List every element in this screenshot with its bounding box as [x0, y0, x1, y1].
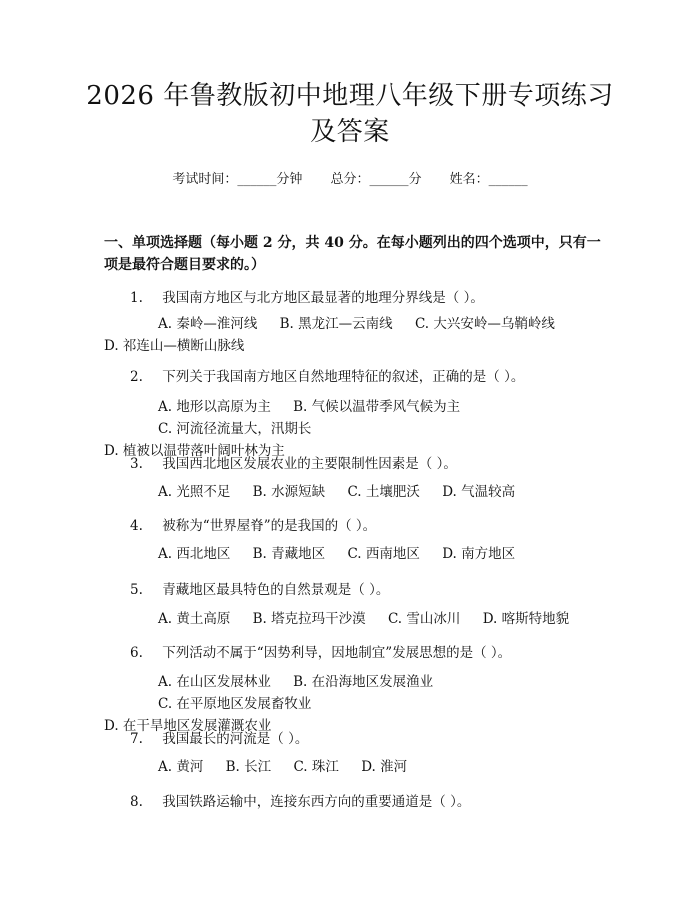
total-score-label: 总分：______分 — [330, 172, 422, 187]
question-text: 被称为“世界屋脊”的是我国的（ ）。 — [162, 518, 377, 534]
section-heading: 一、单项选择题（每小题 2 分，共 40 分。在每小题列出的四个选项中，只有一项是最符合题目要求的。） — [104, 235, 601, 273]
page-title — [0, 78, 700, 150]
question-text: 下列关于我国南方地区自然地理特征的叙述，正确的是（ ）。 — [162, 369, 525, 385]
question-8 — [130, 790, 470, 810]
question-7 — [130, 727, 308, 747]
student-name-label: 姓名：______ — [449, 172, 528, 187]
option-d: D. 在干旱地区发展灌溉农业 — [104, 718, 272, 734]
question-number: 8. — [130, 794, 143, 810]
option-b: B. 水源短缺 — [252, 484, 326, 500]
question-5 — [130, 578, 389, 598]
question-number: 5. — [130, 582, 143, 598]
question-text: 我国铁路运输中，连接东西方向的重要通道是（ ）。 — [162, 794, 471, 810]
title-line-1: 2026 年鲁教版初中地理八年级下册专项练习 — [86, 81, 614, 111]
option-d: D. 祁连山—横断山脉线 — [104, 338, 245, 354]
question-1-options — [104, 313, 602, 357]
question-2 — [130, 365, 524, 385]
question-4-options — [104, 543, 602, 565]
option-b: B. 黑龙江—云南线 — [279, 316, 393, 332]
title-line-2: 及答案 — [310, 117, 390, 147]
question-number: 6. — [130, 645, 143, 661]
option-c: C. 西南地区 — [347, 546, 420, 562]
question-4 — [130, 514, 376, 534]
option-b: B. 青藏地区 — [252, 546, 326, 562]
option-d: D. 喀斯特地貌 — [482, 611, 570, 627]
question-number: 1. — [130, 290, 143, 306]
option-d: D. 植被以温带落叶阔叶林为主 — [104, 443, 285, 459]
exam-meta — [0, 168, 700, 187]
question-3-options — [104, 481, 602, 503]
option-c: C. 河流径流量大，汛期长 — [158, 421, 312, 437]
question-1 — [130, 286, 484, 306]
option-a: A. 西北地区 — [158, 546, 231, 562]
option-a: A. 在山区发展林业 — [158, 674, 271, 690]
option-c: C. 雪山冰川 — [387, 611, 461, 627]
question-text: 下列活动不属于“因势利导，因地制宜”发展思想的是（ ）。 — [162, 645, 512, 661]
option-c: C. 大兴安岭—乌鞘岭线 — [414, 316, 555, 332]
option-a: A. 秦岭—淮河线 — [158, 316, 258, 332]
question-5-options — [104, 608, 602, 630]
option-c: C. 在平原地区发展畜牧业 — [158, 696, 312, 712]
option-b: B. 塔克拉玛干沙漠 — [252, 611, 366, 627]
option-b: B. 在沿海地区发展渔业 — [293, 674, 434, 690]
option-c: C. 土壤肥沃 — [347, 484, 420, 500]
question-text: 我国西北地区发展农业的主要限制性因素是（ ）。 — [162, 456, 457, 472]
option-a: A. 黄土高原 — [158, 611, 231, 627]
question-6 — [130, 641, 511, 661]
option-b: B. 气候以温带季风气候为主 — [293, 399, 461, 415]
question-text: 我国南方地区与北方地区最显著的地理分界线是（ ）。 — [162, 290, 484, 306]
option-d: D. 南方地区 — [442, 546, 516, 562]
exam-time-label: 考试时间：______分钟 — [172, 172, 303, 187]
question-text: 我国最长的河流是（ ）。 — [162, 731, 309, 747]
question-3 — [130, 452, 457, 472]
question-text: 青藏地区最具特色的自然景观是（ ）。 — [162, 582, 390, 598]
question-number: 3. — [130, 456, 143, 472]
option-c: C. 珠江 — [293, 759, 339, 775]
question-number: 2. — [130, 369, 143, 385]
question-number: 4. — [130, 518, 143, 534]
option-d: D. 淮河 — [361, 759, 408, 775]
question-7-options — [104, 756, 602, 778]
option-b: B. 长江 — [225, 759, 272, 775]
option-d: D. 气温较高 — [442, 484, 516, 500]
option-a: A. 地形以高原为主 — [158, 399, 271, 415]
option-a: A. 光照不足 — [158, 484, 231, 500]
option-a: A. 黄河 — [158, 759, 204, 775]
question-number: 7. — [130, 731, 143, 747]
